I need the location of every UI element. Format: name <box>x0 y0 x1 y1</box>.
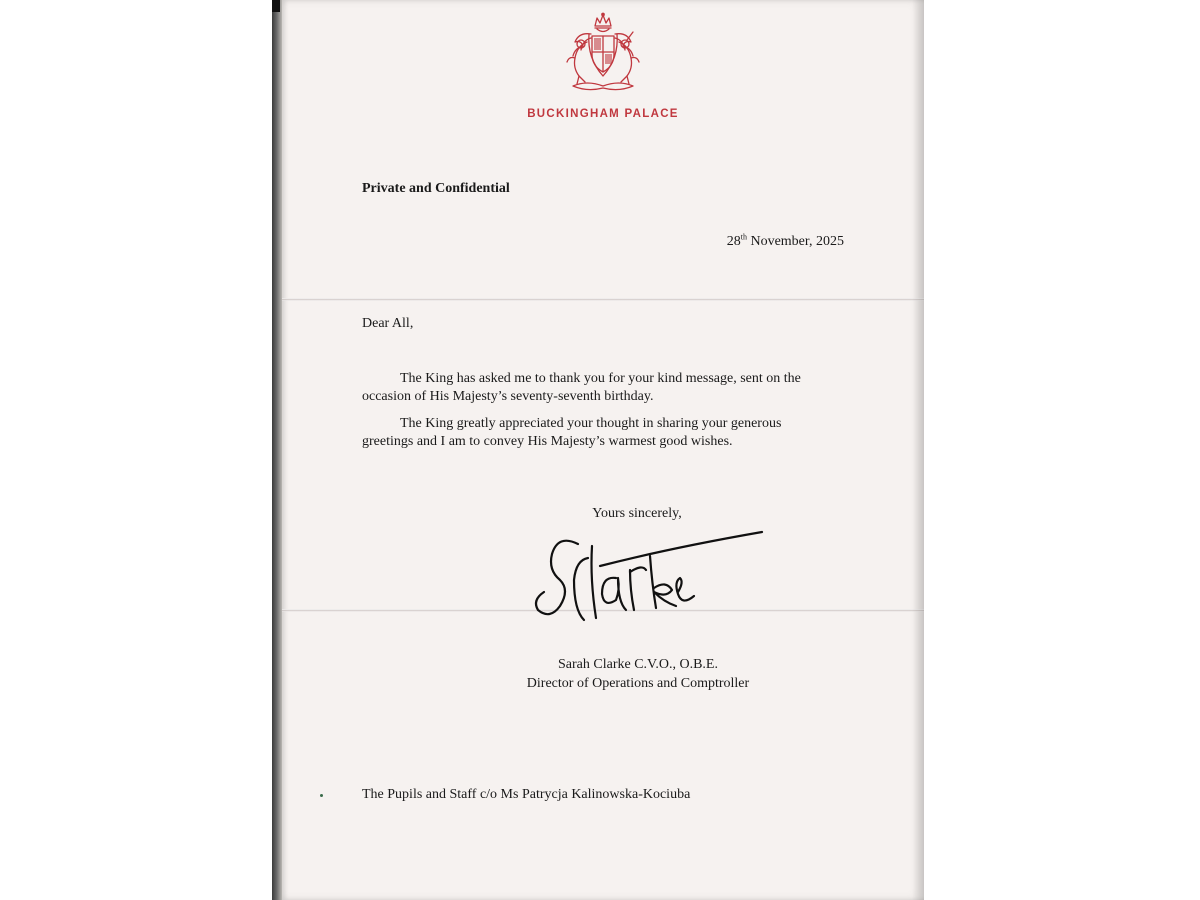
signatory-title: Director of Operations and Comptroller <box>526 676 750 691</box>
handwritten-signature <box>530 530 770 630</box>
body-paragraph: The King greatly appreciated your thought in sharing your generous greetings and I am to convey His Majesty’s warmest good wishes. <box>362 416 782 449</box>
paper-fold-line <box>282 298 924 301</box>
letter-date <box>582 233 844 251</box>
date-rest: November, 2025 <box>746 234 844 249</box>
salutation: Dear All, <box>362 316 414 331</box>
royal-coat-of-arms-icon <box>561 12 645 94</box>
letter-page <box>282 0 924 900</box>
paper-edge-shadow <box>912 0 924 900</box>
date-ordinal: th <box>740 232 747 242</box>
signatory-name: Sarah Clarke C.V.O., O.B.E. <box>558 657 718 672</box>
letterhead-title: BUCKINGHAM PALACE <box>527 108 679 120</box>
closing: Yours sincerely, <box>592 506 682 521</box>
paper-speck <box>320 794 323 797</box>
scanner-corner <box>272 0 280 12</box>
show-through-text <box>362 776 365 788</box>
date-day: 28 <box>726 234 741 249</box>
confidential-marking: Private and Confidential <box>362 181 510 196</box>
body-paragraph: The King has asked me to thank you for your kind message, sent on the occasion of His Majesty’s seventy-seventh birthday. <box>362 371 801 404</box>
recipient-line: The Pupils and Staff c/o Ms Patrycja Kalinowska-Kociuba <box>362 787 691 802</box>
